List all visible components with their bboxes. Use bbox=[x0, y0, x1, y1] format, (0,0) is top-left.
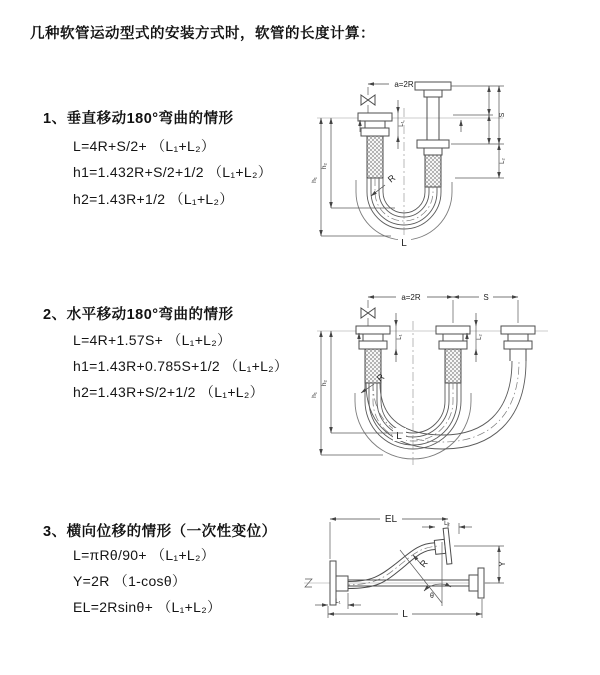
dim-label-l1: L₁ bbox=[399, 121, 405, 127]
dim-label-theta: θ bbox=[430, 593, 434, 600]
dim-l2 bbox=[455, 144, 506, 178]
pipe-assembly-1 bbox=[356, 326, 390, 383]
length-label bbox=[398, 235, 411, 249]
dim-label-radius: R bbox=[374, 371, 387, 384]
pipe-assembly-2 bbox=[436, 326, 470, 383]
section3-formula-EL: EL=2Rsinθ+ （L₁+L₂） bbox=[73, 599, 222, 615]
section1-formula-L: L=4R+S/2+ （L₁+L₂） bbox=[73, 138, 216, 154]
section1-formula-h1: h1=1.432R+S/2+1/2 （L₁+L₂） bbox=[73, 164, 273, 180]
diagram-vertical-180-bend bbox=[303, 70, 548, 250]
dim-label-s: S bbox=[483, 293, 489, 302]
dim-label-h2: h₂ bbox=[321, 162, 328, 170]
dim-el bbox=[330, 512, 448, 559]
section3-heading: 3、横向位移的情形（一次性变位） bbox=[43, 524, 277, 540]
dim-s bbox=[451, 86, 506, 144]
dim-label-l2: L₂ bbox=[500, 158, 506, 164]
diagram-horizontal-180-bend bbox=[303, 283, 558, 469]
dim-s bbox=[453, 291, 518, 323]
section2-formula-L: L=4R+1.57S+ （L₁+L₂） bbox=[73, 332, 232, 348]
dim-label-length: L bbox=[402, 609, 408, 620]
dim-label-l1: L₁ bbox=[335, 599, 341, 605]
braided-hose-section bbox=[425, 155, 441, 187]
dim-label-y: Y bbox=[498, 561, 507, 567]
dim-label-h2: h₂ bbox=[321, 379, 328, 387]
dim-label-h1: h₁ bbox=[311, 392, 318, 398]
dim-label-h1: h₁ bbox=[311, 177, 318, 183]
dim-label-el: EL bbox=[384, 514, 398, 525]
dim-label-l2: L₂ bbox=[444, 521, 450, 527]
section1-formula-h2: h2=1.43R+1/2 （L₁+L₂） bbox=[73, 191, 234, 207]
section2-formula-h2: h2=1.43R+S/2+1/2 （L₁+L₂） bbox=[73, 384, 264, 400]
braided-hose-section bbox=[445, 349, 461, 383]
section2-formula-h1: h1=1.43R+0.785S+1/2 （L₁+L₂） bbox=[73, 358, 289, 374]
diagram-lateral-displacement bbox=[302, 506, 562, 628]
dim-label-radius: R bbox=[385, 172, 398, 185]
braided-hose-section bbox=[367, 136, 383, 178]
dim-l bbox=[328, 599, 482, 620]
dim-l2 bbox=[476, 313, 483, 362]
dim-label-s: S bbox=[499, 112, 506, 118]
dim-l1 bbox=[398, 100, 405, 149]
left-pipe-assembly bbox=[358, 113, 392, 178]
length-label bbox=[393, 428, 406, 442]
right-pipe-assembly bbox=[415, 82, 451, 187]
dim-label-l1: L₁ bbox=[397, 334, 403, 340]
dim-label-length: L bbox=[396, 431, 402, 442]
dim-label-radius: R bbox=[417, 557, 430, 570]
dim-label-a2r: a=2R bbox=[394, 80, 414, 89]
page-title: 几种软管运动型式的安装方式时，软管的长度计算： bbox=[30, 26, 375, 42]
section3-formula-Y: Y=2R （1-cosθ） bbox=[73, 573, 187, 589]
dim-l1 bbox=[396, 313, 403, 362]
dim-label-length: L bbox=[401, 238, 407, 249]
dim-l1 bbox=[315, 593, 361, 609]
section1-heading: 1、垂直移动180°弯曲的情形 bbox=[43, 111, 234, 127]
dim-a2r bbox=[368, 291, 453, 323]
dim-label-l2: L₂ bbox=[477, 334, 483, 340]
section3-formula-L: L=πRθ/90+ （L₁+L₂） bbox=[73, 547, 216, 563]
section2-heading: 2、水平移动180°弯曲的情形 bbox=[43, 307, 234, 323]
dim-label-a2r: a=2R bbox=[401, 293, 421, 302]
pipe-assembly-3-shifted bbox=[501, 326, 535, 361]
